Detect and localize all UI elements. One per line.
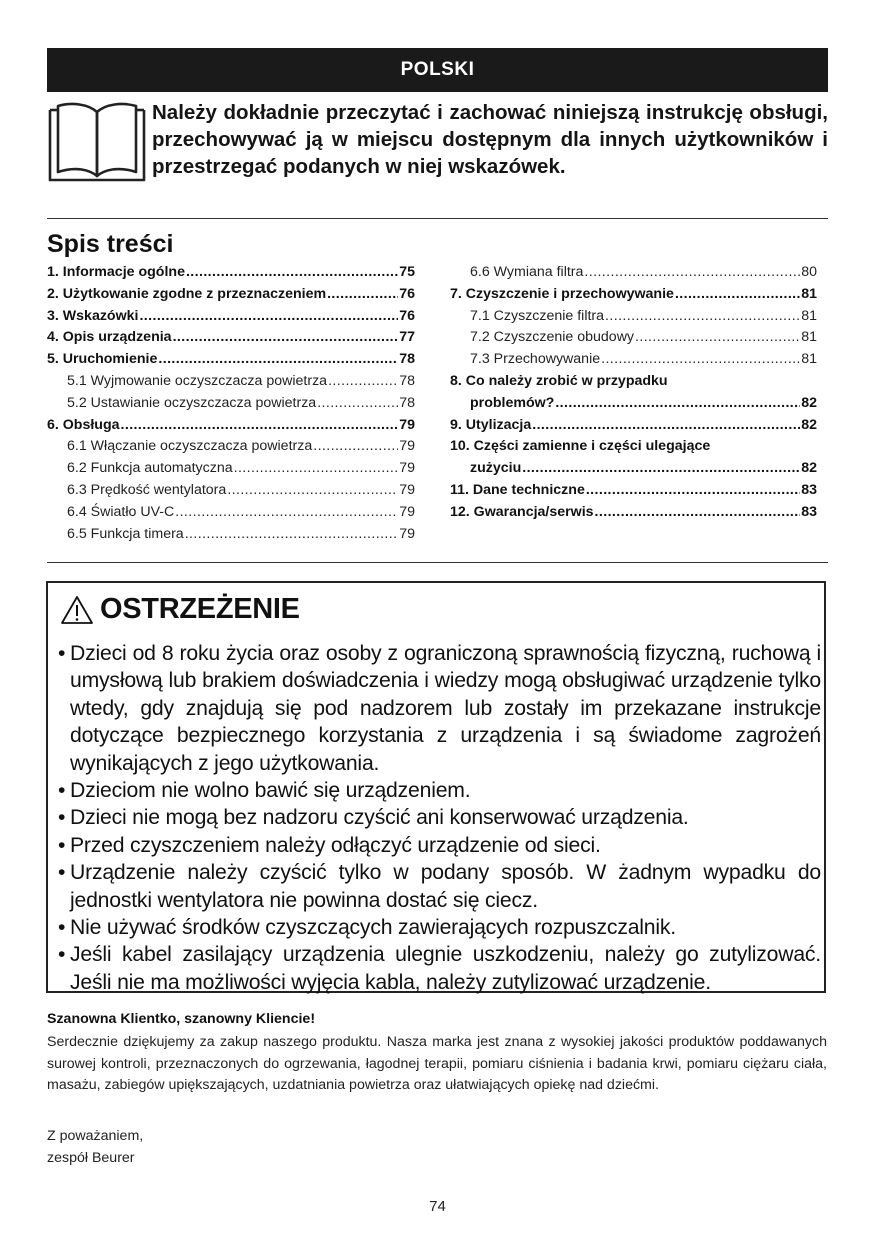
toc-leader-dots [158, 349, 398, 371]
toc-entry [450, 502, 817, 524]
language-label: POLSKI [400, 59, 475, 80]
toc-entry [47, 284, 415, 306]
toc-entry [47, 393, 415, 415]
toc-leader-dots [605, 306, 800, 328]
warning-box [46, 581, 826, 993]
warning-triangle-icon [60, 595, 94, 625]
warning-item [58, 914, 821, 941]
toc-entry-page: 79 [399, 438, 415, 455]
toc-leader-dots [317, 393, 398, 415]
bullet-icon: • [58, 806, 66, 830]
toc-entry [47, 458, 415, 480]
warning-item [58, 804, 821, 831]
toc-entry-page: 78 [399, 394, 415, 411]
toc-entry [47, 436, 415, 458]
toc-entry-page: 83 [801, 503, 817, 520]
toc-entry-label: 6.2 Funkcja automatyczna [67, 460, 233, 477]
warning-list [58, 640, 821, 996]
toc-entry-page: 79 [399, 416, 415, 433]
toc-leader-dots [121, 415, 399, 437]
toc-entry-label: 7. Czyszczenie i przechowywanie [450, 285, 674, 302]
bullet-icon: • [58, 916, 66, 940]
toc-entry-page: 81 [801, 329, 817, 346]
toc-entry-page: 78 [399, 351, 415, 368]
toc-entry-label: 9. Utylizacja [450, 416, 532, 433]
toc-leader-dots [313, 436, 398, 458]
toc-entry [47, 415, 415, 437]
toc-entry [47, 262, 415, 284]
bullet-icon: • [58, 943, 66, 967]
warning-item [58, 777, 821, 804]
language-header [47, 48, 828, 92]
warning-title [60, 593, 300, 626]
warning-item-text: Jeśli kabel zasilający urządzenia ulegnie uszkodzeniu, należy go zutylizować. Jeśli nie ma możliwości wyjęcia kabla, należy zutylizować urządzenie. [70, 943, 821, 994]
warning-item [58, 832, 821, 859]
toc-entry [450, 349, 817, 371]
toc-entry [450, 480, 817, 502]
toc-leader-dots [139, 306, 398, 328]
warning-item-text: Dzieci nie mogą bez nadzoru czyścić ani konserwować urządzenia. [70, 806, 689, 830]
toc-entry-label: 6.5 Funkcja timera [67, 525, 184, 542]
toc-leader-dots [555, 393, 800, 415]
toc-leader-dots [675, 284, 800, 306]
greeting-title: Szanowna Klientko, szanowny Kliencie! [47, 1011, 316, 1027]
toc-entry-label: 4. Opis urządzenia [47, 329, 172, 346]
toc-entry [47, 349, 415, 371]
toc-leader-dots [227, 480, 398, 502]
toc-entry-page: 79 [399, 525, 415, 542]
toc-entry-page: 82 [801, 460, 817, 477]
page-number: 74 [429, 1198, 446, 1215]
toc-right-column [450, 262, 817, 524]
toc-entry-label: 3. Wskazówki [47, 307, 139, 324]
book-icon [46, 100, 148, 184]
greeting-body: Serdecznie dziękujemy za zakup naszego produktu. Nasza marka jest znana z wysokiej jakości produktów poddawanych surowej kontroli, przeznaczonych do ogrzewania, łagodnej terapii, pomiaru ciśnienia i badania krwi, pomiaru ciężaru ciała, masażu, zabiegów upiększających, uzdatniania powietrza oraz ułatwiających opiekę nad dziećmi. [47, 1034, 827, 1093]
toc-leader-dots [584, 262, 800, 284]
toc-entry-page: 76 [399, 285, 415, 302]
toc-entry-label: 6.4 Światło UV-C [67, 503, 175, 520]
toc-leader-dots [185, 524, 399, 546]
toc-entry-label: problemów? [470, 394, 555, 411]
toc-entry-label: 5.1 Wyjmowanie oczyszczacza powietrza [67, 372, 328, 389]
toc-entry-page: 79 [399, 481, 415, 498]
toc-entry-page: 82 [801, 394, 817, 411]
bullet-icon: • [58, 779, 66, 803]
toc-entry-label: 8. Co należy zrobić w przypadku [450, 372, 668, 389]
warning-item-text: Dzieciom nie wolno bawić się urządzeniem. [70, 779, 471, 803]
toc-entry [450, 436, 817, 458]
toc-entry [450, 458, 817, 480]
toc-entry-page: 79 [399, 503, 415, 520]
toc-entry [450, 306, 817, 328]
toc-entry [47, 502, 415, 524]
toc-leader-dots [186, 262, 398, 284]
warning-title-text: OSTRZEŻENIE [100, 593, 300, 625]
toc-entry-page: 81 [801, 351, 817, 368]
warning-item-text: Dzieci od 8 roku życia oraz osoby z ograniczoną sprawnością fizyczną, ruchową i umysłową lub brakiem doświadczenia i wiedzy mogą obsługiwać urządzenie tylko wtedy, gdy znajdują się pod nadzorem lub zostały im przekazane instrukcje dotyczące bezpiecznego korzystania z urządzenia i są świadome zagrożeń wynikających z jego użytkowania. [70, 642, 821, 775]
toc-leader-dots [327, 284, 398, 306]
toc-entry-label: 5. Uruchomienie [47, 351, 158, 368]
toc-entry-page: 79 [399, 460, 415, 477]
toc-leader-dots [173, 327, 399, 349]
toc-title: Spis treści [47, 230, 174, 258]
warning-item-text: Nie używać środków czyszczących zawierających rozpuszczalnik. [70, 916, 676, 940]
divider [47, 218, 828, 219]
toc-entry-label: 6.3 Prędkość wentylatora [67, 481, 227, 498]
toc-leader-dots [635, 327, 800, 349]
toc-entry-page: 81 [801, 307, 817, 324]
toc-entry-page: 83 [801, 481, 817, 498]
toc-entry [47, 327, 415, 349]
toc-entry-page: 78 [399, 372, 415, 389]
toc-entry [450, 327, 817, 349]
intro-instruction: Należy dokładnie przeczytać i zachować niniejszą instrukcję obsługi, przechowywać ją w miejscu dostępnym dla innych użytkowników i przestrzegać podanych w niej wskazówek. [152, 101, 828, 178]
bullet-icon: • [58, 642, 66, 665]
toc-entry-label: 1. Informacje ogólne [47, 264, 185, 280]
closing: Z poważaniem, [47, 1128, 144, 1144]
toc-entry [450, 371, 817, 393]
toc-entry-label: 6. Obsługa [47, 416, 120, 433]
toc-entry [47, 371, 415, 393]
warning-item-text: Przed czyszczeniem należy odłączyć urządzenie od sieci. [70, 833, 601, 857]
warning-item [58, 640, 821, 777]
divider [47, 562, 828, 563]
toc-entry [450, 393, 817, 415]
toc-leader-dots [234, 458, 399, 480]
signature [47, 1126, 143, 1169]
toc-entry [47, 306, 415, 328]
toc-leader-dots [532, 415, 800, 437]
toc-entry-label: 12. Gwarancja/serwis [450, 503, 594, 520]
toc-entry-label: 5.2 Ustawianie oczyszczacza powietrza [67, 394, 317, 411]
toc-leader-dots [586, 480, 800, 502]
toc-leader-dots [522, 458, 800, 480]
toc-entry [450, 284, 817, 306]
toc-entry-label: 7.2 Czyszczenie obudowy [470, 329, 635, 346]
warning-item [58, 941, 821, 996]
toc-entry-page: 77 [399, 329, 415, 346]
toc-entry-label: 6.6 Wymiana filtra [470, 264, 584, 280]
toc-entry-label: 11. Dane techniczne [450, 481, 585, 498]
warning-item-text: Urządzenie należy czyścić tylko w podany sposób. W żadnym wypadku do jednostki wentylatora nie powinna dostać się ciecz. [70, 861, 821, 912]
toc-left-column [47, 262, 415, 545]
team-name: zespół Beurer [47, 1149, 135, 1166]
toc-entry-page: 75 [399, 264, 415, 280]
toc-leader-dots [595, 502, 801, 524]
toc-entry-page: 80 [801, 264, 817, 280]
warning-item [58, 859, 821, 914]
toc-entry-label: 10. Części zamienne i części ulegające [450, 438, 711, 455]
toc-entry-label: 7.3 Przechowywanie [470, 351, 601, 368]
toc-entry-label: 6.1 Włączanie oczyszczacza powietrza [67, 438, 313, 455]
toc-entry-label: zużyciu [470, 460, 522, 477]
bullet-icon: • [58, 861, 66, 885]
toc-leader-dots [601, 349, 800, 371]
toc-entry-label: 7.1 Czyszczenie filtra [470, 307, 605, 324]
toc-entry [47, 524, 415, 546]
toc-entry [450, 262, 817, 284]
bullet-icon: • [58, 833, 66, 857]
toc-leader-dots [328, 371, 398, 393]
toc-entry-page: 76 [399, 307, 415, 324]
toc-entry-label: 2. Użytkowanie zgodne z przeznaczeniem [47, 285, 327, 302]
toc-leader-dots [175, 502, 398, 524]
toc-entry-page: 81 [801, 285, 817, 302]
toc-entry [47, 480, 415, 502]
toc-entry-page: 82 [801, 416, 817, 433]
toc-entry [450, 415, 817, 437]
